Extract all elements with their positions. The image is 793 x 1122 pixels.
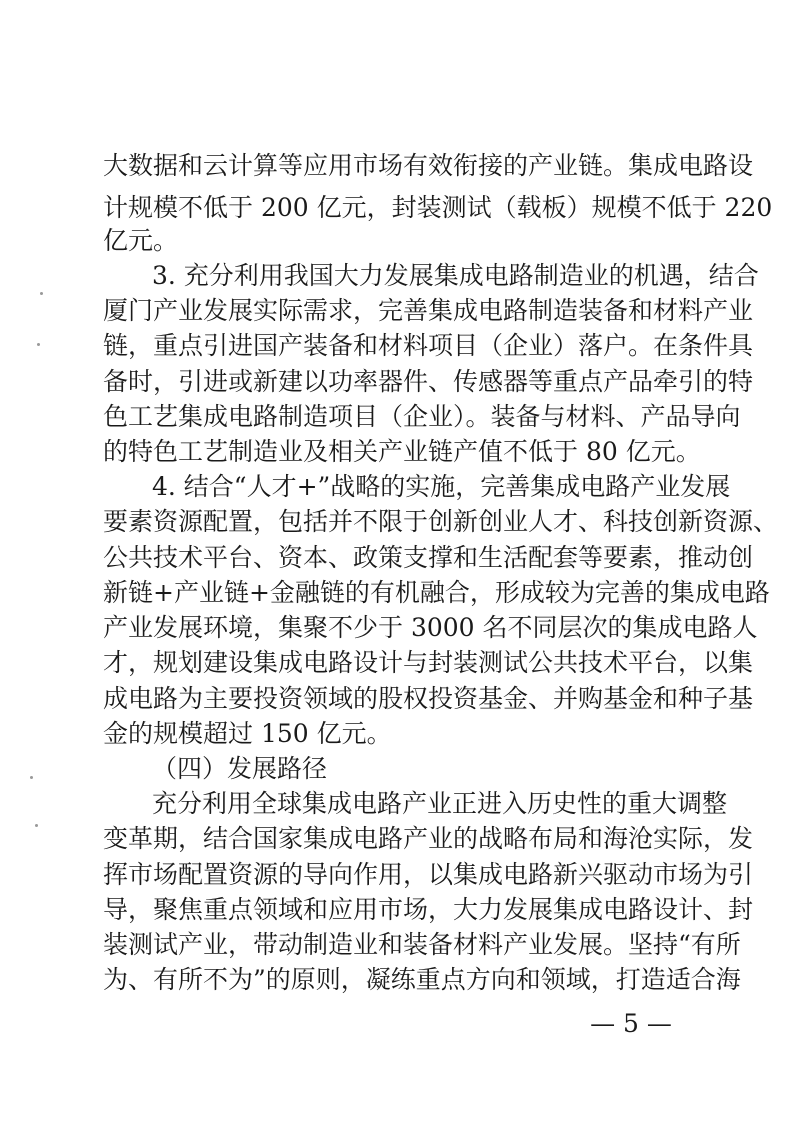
scan-speck	[30, 776, 33, 779]
body-line-24: 为、有所不为”的原则，凝练重点方向和领域，打造适合海	[103, 965, 741, 994]
body-line-9: 的特色工艺制造业及相关产业链产值不低于 80 亿元。	[103, 437, 701, 466]
body-line-16: 成电路为主要投资领域的股权投资基金、并购基金和种子基	[103, 684, 754, 713]
body-line-12: 公共技术平台、资本、政策支撑和生活配套等要素，推动创	[103, 543, 754, 572]
section-heading: （四）发展路径	[152, 754, 328, 783]
body-line-7: 备时，引进或新建以功率器件、传感器等重点产品牵引的特	[103, 367, 754, 396]
body-line-11: 要素资源配置，包括并不限于创新创业人才、科技创新资源、	[103, 507, 779, 536]
body-line-22: 导，聚焦重点领域和应用市场，大力发展集成电路设计、封	[103, 895, 754, 924]
body-line-14: 产业发展环境，集聚不少于 3000 名不同层次的集成电路人	[103, 613, 758, 642]
body-line-6: 链，重点引进国产装备和材料项目（企业）落户。在条件具	[103, 331, 754, 360]
scan-speck	[37, 343, 40, 346]
scan-speck	[40, 292, 43, 295]
body-line-3: 亿元。	[103, 226, 179, 255]
body-line-21: 挥市场配置资源的导向作用，以集成电路新兴驱动市场为引	[103, 860, 754, 889]
body-line-2: 计规模不低于 200 亿元，封装测试（载板）规模不低于 220	[103, 193, 773, 222]
body-line-1: 大数据和云计算等应用市场有效衔接的产业链。集成电路设	[103, 151, 754, 180]
scan-speck	[35, 824, 38, 827]
body-line-8: 色工艺集成电路制造项目（企业）。装备与材料、产品导向	[103, 402, 741, 431]
body-line-17: 金的规模超过 150 亿元。	[103, 719, 392, 748]
body-line-4: 3. 充分利用我国大力发展集成电路制造业的机遇，结合	[152, 261, 759, 290]
body-line-10: 4. 结合“人才+”战略的实施，完善集成电路产业发展	[152, 472, 731, 501]
body-line-19: 充分利用全球集成电路产业正进入历史性的重大调整	[152, 789, 728, 818]
body-line-13: 新链+产业链+金融链的有机融合，形成较为完善的集成电路	[103, 578, 770, 607]
body-line-5: 厦门产业发展实际需求，完善集成电路制造装备和材料产业	[103, 296, 754, 325]
page-number: — 5 —	[590, 1009, 672, 1038]
body-line-23: 装测试产业，带动制造业和装备材料产业发展。坚持“有所	[103, 930, 741, 959]
body-line-15: 才，规划建设集成电路设计与封装测试公共技术平台，以集	[103, 648, 754, 677]
body-line-20: 变革期，结合国家集成电路产业的战略布局和海沧实际，发	[103, 824, 754, 853]
